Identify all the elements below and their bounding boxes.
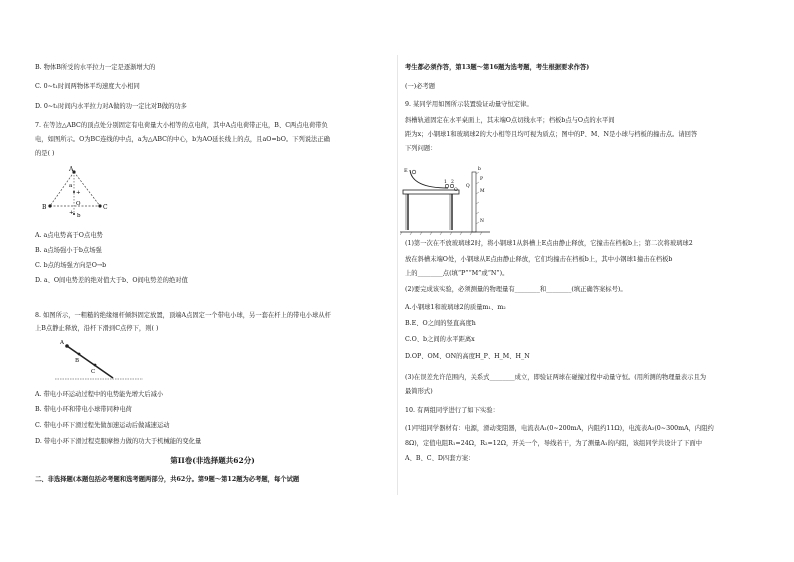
- q8-option-a: A. 带电小环运动过程中的电势能先增大后减小: [35, 391, 164, 398]
- q7-option-d: D. a、O间电势差的绝对值大于b、O间电势差的绝对值: [35, 277, 188, 284]
- q7-option-b: B. a点场强小于b点场强: [35, 247, 102, 254]
- q9-stem-line3: 距为x；小钢球1和玻璃球2的大小相等且均可视为质点；图中的P、M、N是小球与档板的撞击点。请回答: [405, 131, 698, 138]
- fig8-label-A: A: [60, 340, 64, 346]
- fig8-label-B: B: [75, 358, 80, 364]
- q9-part2-line1: (2)要完成该实验，必须测量的物理量有________和________(填正确答案标号)。: [405, 286, 627, 293]
- q7-triangle-figure: [40, 164, 120, 226]
- q9-part1-line3: 上的________点(填“P”“M”或“N”)。: [405, 270, 509, 277]
- q6-option-b: B. 物体B所受的水平拉力一定是逐渐增大的: [35, 64, 156, 71]
- q8-stem-line2: 上B点静止释放，沿杆下滑到C点停下，则( ): [35, 325, 159, 332]
- q9-option-d: D.OP、OM、ON的高度H_P、H_M、H_N: [405, 353, 530, 360]
- q9-part3-line1: (3)在误差允许范围内，关系式________成立，即验证两球在碰撞过程中动量守恒。(用所测的物理量表示且为: [405, 374, 707, 381]
- fig7-plus-a: +: [76, 190, 81, 196]
- q9-stem-line4: 下列问题：: [405, 145, 437, 152]
- q9-part3-line2: 最简形式): [405, 388, 433, 395]
- q7-stem-line1: 7. 在等边△ABC的顶点处分别固定有电荷量大小相等的点电荷，其中A点电荷带正电，B、C两点电荷带负: [35, 122, 328, 129]
- q10-stem: 10. 有两组同学进行了如下实验：: [405, 407, 499, 414]
- q10-part1-line3: A、B、C、D四套方案：: [405, 455, 475, 462]
- fig7-label-b: b: [77, 213, 81, 219]
- part2-title: 第II卷(非选择题共62分): [170, 456, 255, 465]
- fig9-label-E: E: [404, 168, 408, 174]
- q9-stem-line1: 9. 某同学用如图所示装置验证动量守恒定律。: [405, 101, 533, 108]
- q9-option-c: C.O、b之间的水平距离x: [405, 336, 475, 343]
- q9-part1-line1: (1)第一次在不放玻璃球2时，将小钢球1从斜槽上E点由静止释放，它撞击在档板b上；第二次将玻璃球2: [405, 240, 693, 247]
- fig9-label-O: O: [454, 188, 458, 193]
- q7-option-a: A. a点电势高于O点电势: [35, 232, 103, 239]
- q9-part1-line2: 放在斜槽末端O处，小钢球从E点由静止释放，它们均撞击在档板b上，其中小钢球1撞击在档板b: [405, 256, 673, 263]
- q10-part1-line2: 8Ω)，定值电阻R₁=24Ω，R₂=12Ω，开关一个，导线若干，为了测量A₁的内阻，该组同学共设计了下面中: [405, 440, 702, 447]
- q8-option-b: B. 带电小环和带电小球带同种电荷: [35, 406, 132, 413]
- section-required-title: (一)必考题: [405, 83, 436, 90]
- part2-description: 二、非选择题(本题包括必考题和选考题两部分，共62分。第9题～第12题为必考题，每个试题: [35, 476, 300, 483]
- q6-option-c: C. 0~t₁时间两物体平均速度大小相同: [35, 83, 140, 90]
- q7-option-c: C. b点的场强方向是O→b: [35, 262, 107, 269]
- fig9-label-Q: Q: [466, 184, 470, 189]
- q6-option-d: D. 0~t₁时间内水平拉力对A做的功一定比对B做的功多: [35, 103, 187, 110]
- fig7-label-O: O: [76, 201, 81, 207]
- q8-option-d: D. 带电小环下滑过程克服摩擦力做的功大于机械能的变化量: [35, 438, 202, 445]
- fig8-label-C: C: [91, 369, 96, 375]
- fig9-label-1: 1: [444, 180, 447, 185]
- fig9-label-M: M: [480, 189, 485, 194]
- fig9-label-N: N: [480, 219, 484, 224]
- q9-option-b: B.E、O之间的竖直高度h: [405, 320, 476, 327]
- fig7-label-B: B: [42, 204, 47, 211]
- fig9-label-P: P: [480, 177, 484, 182]
- q7-stem-line3: 的是( ): [35, 150, 55, 157]
- q10-part1-line1: (1)甲组同学器材有：电源，滑动变阻器，电流表A₁(0~200mA，内阻约11Ω)，电流表A₂(0~300mA，内阻约: [405, 425, 714, 432]
- fig9-label-2: 2: [451, 180, 454, 185]
- fig7-label-a: a: [69, 183, 73, 189]
- fig7-plus-b: +: [69, 210, 74, 216]
- q8-incline-figure: [55, 338, 145, 386]
- q8-stem-line1: 8. 如图所示，一粗糙的绝缘细杆倾斜固定放置，顶端A点固定一个带电小球，另一套在杆上的带电小球从杆: [35, 312, 331, 319]
- top-note: 考生都必须作答，第13题～第16题为选考题，考生根据要求作答): [405, 64, 590, 71]
- q9-stem-line2: 斜槽轨道固定在水平桌面上，其末端O点切线水平；档板b点与O点的水平间: [405, 117, 615, 124]
- q9-option-a: A.小钢球1和玻璃球2的质量m₁、m₂: [405, 304, 506, 311]
- q8-option-c: C. 带电小环下滑过程先做加速运动后做减速运动: [35, 422, 170, 429]
- q9-apparatus-figure: [400, 160, 500, 240]
- column-divider: [397, 55, 398, 495]
- fig7-label-A: A: [69, 166, 74, 173]
- q7-stem-line2: 电，如图所示。O为BC连线的中点，a为△ABC的中心，b为AO延长线上的点，且aO=bO。下列说法正确: [35, 136, 330, 143]
- fig7-label-C: C: [103, 204, 108, 211]
- fig9-label-b: b: [478, 167, 481, 172]
